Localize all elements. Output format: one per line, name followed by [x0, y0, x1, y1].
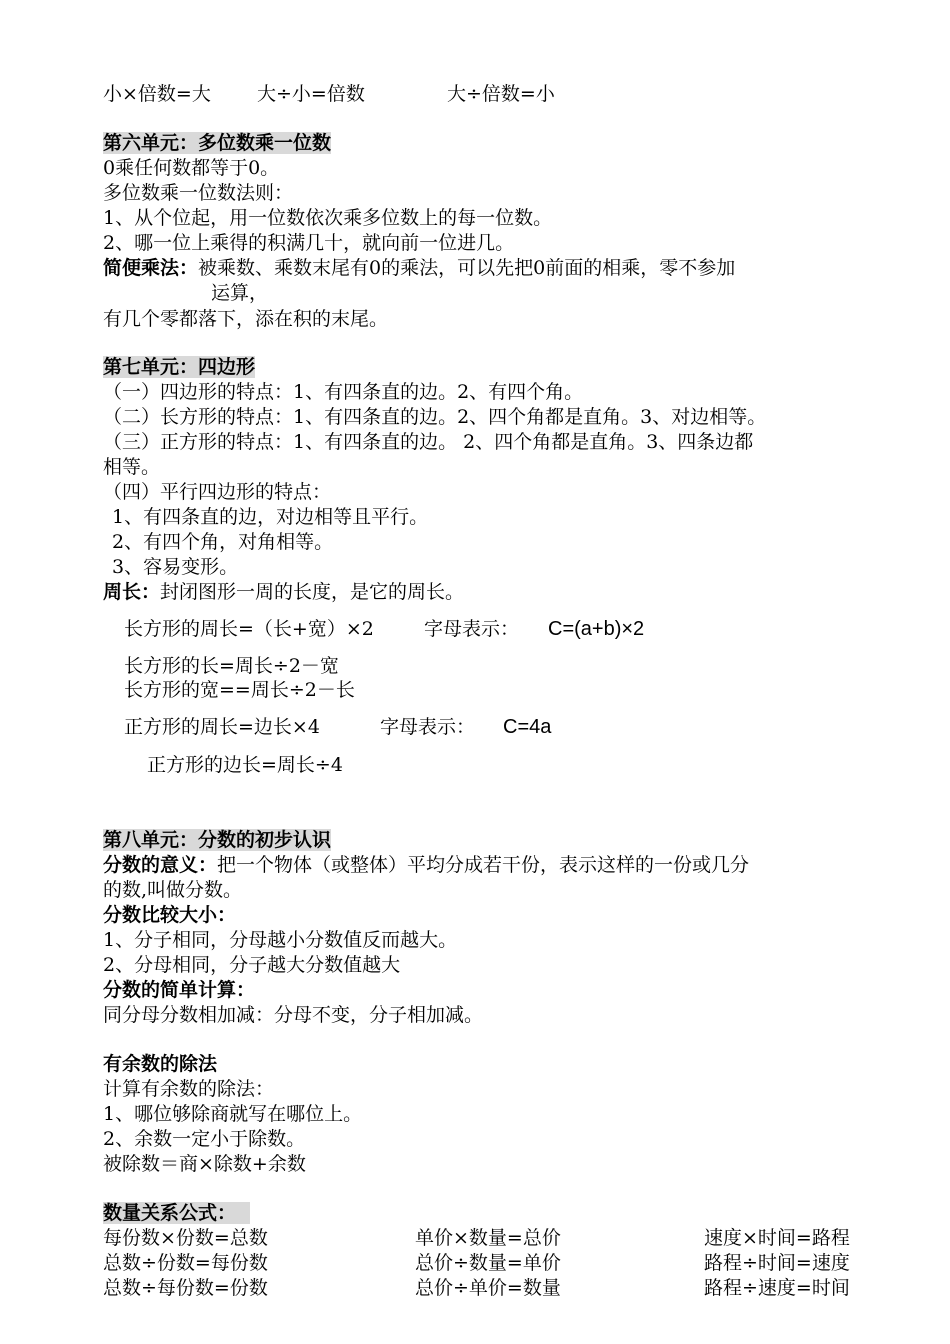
unit6-rule-1: 1、从个位起，用一位数依次乘多位数上的每一位数。 [103, 207, 553, 229]
square-letter-label: 字母表示： [380, 716, 476, 738]
quantity-col3-row1: 速度×时间=路程 [704, 1227, 850, 1249]
quantity-col2-row3: 总价÷单价=数量 [415, 1277, 561, 1299]
rect-width: 长方形的宽==周长÷2－长 [124, 679, 355, 701]
perimeter-definition: 周长：封闭图形一周的长度，是它的周长。 [103, 581, 465, 603]
unit7-line-3: （三）正方形的特点：1、有四条直的边。 2、四个角都是直角。3、四条边都 [103, 431, 754, 453]
remainder-formula: 被除数＝商×除数+余数 [103, 1153, 306, 1175]
unit7-line-4: 相等。 [103, 456, 161, 478]
remainder-subtitle: 计算有余数的除法： [103, 1078, 275, 1100]
rect-perimeter-formula: C=(a+b)×2 [548, 618, 645, 640]
quantity-col3-row2: 路程÷时间=速度 [704, 1252, 850, 1274]
quantity-col1-row2: 总数÷份数=每份数 [103, 1252, 268, 1274]
shortcut-label: 简便乘法： [103, 257, 199, 279]
remainder-title: 有余数的除法 [103, 1053, 218, 1075]
square-perimeter: 正方形的周长=边长×4 [124, 716, 320, 738]
unit8-title: 第八单元：分数的初步认识 [103, 829, 332, 851]
unit6-shortcut-cont: 运算， [211, 282, 269, 304]
unit6-shortcut-end: 有几个零都落下，添在积的末尾。 [103, 308, 389, 330]
unit7-line-6: 1、有四条直的边，对边相等且平行。 [112, 506, 429, 528]
formula-small-times-multiple: 小×倍数=大 [103, 83, 211, 105]
unit7-line-8: 3、容易变形。 [112, 556, 239, 578]
unit6-title: 第六单元：多位数乘一位数 [103, 132, 332, 154]
shortcut-text: 被乘数、乘数末尾有0的乘法，可以先把0前面的相乘，零不参加 [198, 257, 736, 279]
quantity-col2-row1: 单价×数量=总价 [415, 1227, 561, 1249]
rect-letter-label: 字母表示： [424, 618, 520, 640]
remainder-rule-2: 2、余数一定小于除数。 [103, 1128, 306, 1150]
fraction-meaning-label: 分数的意义： [103, 854, 218, 876]
unit7-line-5: （四）平行四边形的特点： [103, 481, 332, 503]
quantity-col2-row2: 总价÷数量=单价 [415, 1252, 561, 1274]
unit7-line-2: （二）长方形的特点：1、有四条直的边。2、四个角都是直角。3、对边相等。 [103, 406, 767, 428]
quantity-col1-row3: 总数÷每份数=份数 [103, 1277, 268, 1299]
fraction-calc-text: 同分母分数相加减：分母不变，分子相加减。 [103, 1004, 484, 1026]
fraction-calc-title: 分数的简单计算： [103, 979, 256, 1001]
fraction-compare-2: 2、分母相同，分子越大分数值越大 [103, 954, 401, 976]
unit7-line-7: 2、有四个角，对角相等。 [112, 531, 334, 553]
remainder-rule-1: 1、哪位够除商就写在哪位上。 [103, 1103, 363, 1125]
quantity-col1-row1: 每份数×份数=总数 [103, 1227, 268, 1249]
rect-perimeter: 长方形的周长=（长+宽）×2 [124, 618, 374, 640]
rect-length: 长方形的长=周长÷2－宽 [124, 655, 339, 677]
quantity-title: 数量关系公式： [103, 1201, 250, 1225]
unit6-zero-rule: 0乘任何数都等于0。 [103, 157, 280, 179]
quantity-col3-row3: 路程÷速度=时间 [704, 1277, 850, 1299]
unit7-title: 第七单元：四边形 [103, 356, 256, 378]
formula-big-div-multiple: 大÷倍数=小 [447, 83, 555, 105]
fraction-compare-1: 1、分子相同，分母越小分数值反而越大。 [103, 929, 458, 951]
fraction-meaning: 分数的意义：把一个物体（或整体）平均分成若干份，表示这样的一份或几分 [103, 854, 750, 876]
unit6-rule-2: 2、哪一位上乘得的积满几十，就向前一位进几。 [103, 232, 515, 254]
unit6-rule-title: 多位数乘一位数法则： [103, 182, 294, 204]
formula-big-div-small: 大÷小=倍数 [257, 83, 365, 105]
fraction-compare-title: 分数比较大小： [103, 904, 237, 926]
square-side: 正方形的边长=周长÷4 [147, 754, 343, 776]
unit7-line-1: （一）四边形的特点：1、有四条直的边。2、有四个角。 [103, 381, 584, 403]
fraction-meaning-cont: 的数,叫做分数。 [103, 879, 243, 901]
unit6-shortcut [103, 256, 735, 280]
square-perimeter-formula: C=4a [503, 716, 552, 738]
perimeter-label: 周长： [103, 581, 161, 603]
